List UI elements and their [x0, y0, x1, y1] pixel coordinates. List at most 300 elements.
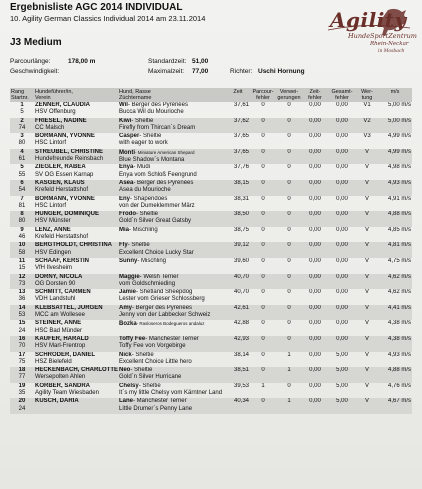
dog-name: Bozka	[119, 321, 137, 328]
rank: 14	[18, 304, 26, 311]
club-name: Wersepolten Ahlen	[35, 374, 86, 381]
dog-cell	[118, 274, 226, 290]
table-row	[10, 352, 412, 368]
time-cell: 40,70	[233, 289, 249, 296]
dog-name: Maggie	[119, 273, 140, 280]
col-time-faults: Zeit-fehler	[302, 88, 328, 102]
club-name: HSC Lintorf	[35, 202, 67, 209]
speed-cell: 4,98 m/s	[387, 164, 411, 171]
kennel-name: Asea du Mourioche	[119, 187, 171, 194]
total-faults-cell: 0,00	[336, 117, 348, 124]
handler-cell	[34, 242, 118, 258]
time-cell: 40,34	[233, 398, 249, 405]
rating-cell: V	[364, 398, 369, 405]
course-faults-cell: 0	[261, 148, 265, 155]
start-number: 58	[18, 249, 26, 256]
rating-cell: V	[364, 242, 369, 249]
rank-cell	[10, 118, 34, 134]
table-row	[10, 274, 412, 290]
total-faults-cell: 0,00	[336, 211, 348, 218]
rank: 19	[18, 382, 26, 389]
time-faults-cell: 0,00	[309, 102, 321, 108]
dog-cell	[118, 289, 226, 305]
time-cell: 39,60	[233, 257, 249, 264]
time-cell: 38,15	[233, 179, 249, 186]
speed-cell: 4,67 m/s	[387, 398, 411, 405]
time-cell: 38,51	[233, 367, 249, 374]
handler-name: BORMANN, YVONNE	[35, 195, 95, 202]
refusals-cell: 1	[287, 398, 291, 405]
time-faults-cell: 0,00	[309, 133, 321, 140]
col-handler: Hundeführer/in, Verein	[34, 88, 118, 102]
dog-name: Nick	[119, 351, 132, 358]
time-faults-cell: 0,00	[309, 273, 321, 280]
handler-cell	[34, 118, 118, 134]
rating-cell: V	[364, 382, 369, 389]
rating-cell: V	[364, 211, 369, 218]
rating-cell: V1	[363, 102, 371, 108]
rank: 9	[20, 226, 24, 233]
table-row	[10, 398, 412, 414]
speed-cell: 4,88 m/s	[387, 367, 411, 374]
handler-name: SCHMITT, CARMEN	[35, 289, 91, 296]
speed-cell: 4,62 m/s	[387, 289, 411, 296]
rank: 10	[18, 242, 26, 249]
dog-name: Eny	[119, 195, 131, 202]
time-faults-cell: 0,00	[309, 164, 321, 171]
course-faults-cell: 0	[261, 164, 265, 171]
start-number: 77	[18, 374, 26, 381]
dog-cell	[118, 367, 226, 383]
handler-name: LENZ, ANNE	[35, 226, 71, 233]
table-row	[10, 367, 412, 383]
kennel-name: Gold´n Silver Great Gatsby	[119, 218, 192, 225]
club-name: MCC am Wollesee	[35, 312, 85, 319]
club-name: HSZ Bielefeld	[35, 358, 72, 365]
refusals-cell: 0	[287, 242, 291, 249]
refusals-cell: 0	[287, 195, 291, 202]
speed-cell: 4,91 m/s	[387, 195, 411, 202]
course-faults-cell: 0	[261, 226, 265, 233]
total-faults-cell: 0,00	[336, 320, 348, 327]
club-name: Hundefreunde Reinsbach	[35, 156, 104, 163]
club-name: Agility Team Wiesbaden	[35, 389, 99, 396]
handler-name: ZENNER, CLAUDIA	[35, 102, 90, 108]
rating-cell: V2	[363, 117, 371, 124]
table-row	[10, 289, 412, 305]
dog-name: Enya	[119, 164, 134, 171]
dog-cell	[118, 102, 226, 118]
start-number: 15	[18, 265, 26, 272]
rank: 20	[18, 398, 26, 405]
rank: 18	[18, 367, 26, 374]
rating-cell: V	[364, 304, 369, 311]
rank-cell	[10, 211, 34, 227]
rank: 4	[20, 148, 24, 155]
dog-breed: - Manchester Terrier	[133, 398, 187, 405]
logo-line-1: HundeSportZentrum	[348, 32, 417, 40]
course-faults-cell: 0	[261, 242, 265, 249]
club-name: VDH Landstuhl	[35, 296, 76, 303]
table-row	[10, 242, 412, 258]
handler-cell	[34, 258, 118, 274]
club-name: Krefeld Herstattshof	[35, 187, 89, 194]
rank-cell	[10, 352, 34, 368]
rank-cell	[10, 196, 34, 212]
dog-name: Fly	[119, 242, 128, 249]
logo-wordmark: Agility	[330, 8, 407, 32]
rating-cell: V	[364, 195, 369, 202]
course-faults-cell: 0	[261, 117, 265, 124]
start-number: 80	[18, 218, 26, 225]
total-faults-cell: 0,00	[336, 179, 348, 186]
course-faults-cell: 0	[261, 273, 265, 280]
total-faults-cell: 0,00	[336, 242, 348, 249]
dog-breed: - Shapendoes	[130, 195, 168, 202]
agility-logo	[318, 4, 418, 66]
total-faults-cell: 0,00	[336, 289, 348, 296]
table-row	[10, 164, 412, 180]
kennel-name: von der Dumeklemmer März	[119, 202, 195, 209]
club-name: OG Dorsten 90	[35, 280, 76, 287]
kennel-name: Enya vom Schloß Feengrund	[119, 171, 197, 178]
course-faults-cell: 0	[261, 304, 265, 311]
table-row	[10, 227, 412, 243]
handler-name: STEINER, ANNE	[35, 320, 82, 327]
dog-breed: - Miniature American Shepard	[135, 149, 195, 155]
handler-name: DORNY, NICOLA	[35, 273, 83, 280]
handler-cell	[34, 149, 118, 165]
course-faults-cell: 0	[261, 211, 265, 218]
handler-cell	[34, 102, 118, 118]
dog-name: Frodo	[119, 211, 136, 218]
course-faults-cell: 0	[261, 335, 265, 342]
handler-cell	[34, 274, 118, 290]
club-name: Krefeld Herstattshof	[35, 234, 89, 241]
speed-cell: 5,00 m/s	[387, 117, 411, 124]
total-faults-cell: 0,00	[336, 133, 348, 140]
dog-breed: - Sheltie	[131, 351, 154, 358]
rank-cell	[10, 133, 34, 149]
handler-cell	[34, 383, 118, 399]
dog-breed: - Sheltie	[139, 133, 162, 140]
dog-breed: - Shetland Sheepdog	[136, 289, 193, 296]
dog-breed: - Manchester Terrier	[145, 335, 199, 342]
dog-name: Wil	[119, 102, 128, 108]
dog-name: Mia	[119, 226, 130, 233]
kennel-name: Excellent Choice Little hero	[119, 358, 192, 365]
rating-cell: V3	[363, 133, 371, 140]
time-faults-cell: 0,00	[309, 320, 321, 327]
total-faults-cell: 0,00	[336, 257, 348, 264]
table-header-row	[10, 88, 412, 102]
rank-cell	[10, 149, 34, 165]
judge-value: Uschi Hornung	[258, 68, 305, 75]
total-faults-cell: 0,00	[336, 195, 348, 202]
dog-breed: - Sheltie	[136, 211, 159, 218]
dog-cell	[118, 118, 226, 134]
dog-cell	[118, 149, 226, 165]
dog-name: Jamie	[119, 289, 137, 296]
dog-name: Casper	[119, 133, 140, 140]
table-row	[10, 102, 412, 118]
start-number: 46	[18, 234, 26, 241]
start-number: 55	[18, 171, 26, 178]
time-cell: 42,93	[233, 335, 249, 342]
kennel-name: Little Drumer´s Penny Lane	[119, 405, 193, 412]
time-cell: 37,65	[233, 148, 249, 155]
rank: 17	[18, 351, 26, 358]
dog-name: Sunny	[119, 257, 138, 264]
dog-name: Asea	[119, 179, 134, 186]
refusals-cell: 0	[287, 335, 291, 342]
refusals-cell: 0	[287, 211, 291, 218]
dog-cell	[118, 196, 226, 212]
dog-name: Amy	[119, 304, 133, 311]
max-time-label: Maximalzeit:	[148, 68, 185, 75]
course-faults-cell: 0	[261, 257, 265, 264]
dog-breed: - Rasloseros Bodegueros andaluz	[136, 321, 205, 327]
handler-name: BORMANN, YVONNE	[35, 133, 95, 140]
handler-name: KLEBSATTEL, JÜRGEN	[35, 304, 103, 311]
kennel-name: Lester vom Grieser Schlossberg	[119, 296, 205, 303]
refusals-cell: 0	[287, 304, 291, 311]
table-row	[10, 336, 412, 352]
rank: 13	[18, 289, 26, 296]
col-rank: Rang Startnr.	[10, 88, 34, 102]
total-faults-cell: 5,00	[336, 398, 348, 405]
results-table	[10, 88, 412, 414]
table-row	[10, 196, 412, 212]
time-faults-cell: 0,00	[309, 148, 321, 155]
refusals-cell: 0	[287, 289, 291, 296]
refusals-cell: 0	[287, 257, 291, 264]
speed-cell: 4,85 m/s	[387, 226, 411, 233]
time-cell: 37,65	[233, 133, 249, 140]
handler-cell	[34, 289, 118, 305]
dog-breed: - Sheltie	[131, 117, 154, 124]
start-number: 54	[18, 187, 26, 194]
time-faults-cell: 0,00	[309, 351, 321, 358]
col-refusals: Verwei-gerungen	[277, 89, 301, 101]
refusals-cell: 0	[287, 382, 291, 389]
dog-name: Chelsy	[119, 382, 139, 389]
time-cell: 42,88	[233, 320, 249, 327]
start-number: 24	[18, 405, 26, 412]
dog-breed: - Berger des Pyrénées	[132, 304, 193, 311]
handler-name: SCHAAF, KERSTIN	[35, 257, 90, 264]
start-number: 5	[20, 109, 24, 116]
table-row	[10, 180, 412, 196]
rank-cell	[10, 289, 34, 305]
club-name: HSV Münster	[35, 218, 71, 225]
rank: 3	[20, 133, 24, 140]
handler-name: BERGTHOLDT, CHRISTINA	[35, 242, 112, 249]
rank: 11	[18, 257, 26, 264]
start-number: 36	[18, 296, 26, 303]
rating-cell: V	[364, 257, 369, 264]
total-faults-cell: 0,00	[336, 304, 348, 311]
table-row	[10, 211, 412, 227]
time-faults-cell: 0,00	[309, 304, 321, 311]
club-name: HSC Lintorf	[35, 140, 67, 147]
rank-cell	[10, 320, 34, 336]
time-cell: 40,70	[233, 273, 249, 280]
handler-name: KÖRBER, SANDRA	[35, 382, 91, 389]
speed-cell: 4,99 m/s	[387, 133, 411, 140]
handler-name: STREUBEL, CHRISTINE	[35, 148, 104, 155]
col-time: Zeit	[226, 88, 250, 102]
handler-cell	[34, 196, 118, 212]
time-faults-cell: 0,00	[309, 398, 321, 405]
rank: 6	[20, 179, 24, 186]
rating-cell: V	[364, 335, 369, 342]
rank-cell	[10, 336, 34, 352]
rank-cell	[10, 164, 34, 180]
rank-cell	[10, 274, 34, 290]
dog-name: Kiwi	[119, 117, 132, 124]
start-number: 24	[18, 327, 26, 334]
refusals-cell: 0	[287, 320, 291, 327]
club-name: HSV Edingen	[35, 249, 72, 256]
handler-name: HUNGER, DOMINIQUE	[35, 211, 100, 218]
rank: 5	[20, 164, 24, 171]
rank: 7	[20, 195, 24, 202]
rank-cell	[10, 305, 34, 321]
course-length-label: Parcourlänge:	[10, 58, 51, 65]
table-row	[10, 133, 412, 149]
time-cell: 37,61	[233, 102, 249, 108]
total-faults-cell: 5,00	[336, 351, 348, 358]
handler-name: HECKENBACH, CHARLOTTE	[35, 367, 118, 374]
total-faults-cell: 5,00	[336, 382, 348, 389]
dog-cell	[118, 164, 226, 180]
rating-cell: V	[364, 320, 369, 327]
time-faults-cell: 0,00	[309, 335, 321, 342]
dog-cell	[118, 305, 226, 321]
refusals-cell: 0	[287, 273, 291, 280]
handler-cell	[34, 320, 118, 336]
class-title: J3 Medium	[10, 37, 62, 48]
speed-cell: 4,81 m/s	[387, 242, 411, 249]
handler-name: KUSCH, DARIA	[35, 398, 79, 405]
handler-name: KÄSGEN, KLAUS	[35, 179, 85, 186]
speed-cell: 4,76 m/s	[387, 382, 411, 389]
refusals-cell: 0	[287, 164, 291, 171]
standard-time-label: Standardzeit:	[148, 58, 187, 65]
speed-cell: 4,93 m/s	[387, 351, 411, 358]
handler-name: FRIESEL, NADINE	[35, 117, 87, 124]
start-number: 73	[18, 280, 26, 287]
time-faults-cell: 0,00	[309, 195, 321, 202]
kennel-name: Firefly from Thircan´s Dream	[119, 124, 196, 131]
dog-cell	[118, 352, 226, 368]
total-faults-cell: 0,00	[336, 148, 348, 155]
dog-cell	[118, 258, 226, 274]
col-course-faults: Parcour-fehler	[250, 88, 276, 102]
course-faults-cell: 0	[261, 398, 265, 405]
time-cell: 37,62	[233, 117, 249, 124]
start-number: 81	[18, 202, 26, 209]
rank: 12	[18, 273, 26, 280]
time-faults-cell: 0,00	[309, 226, 321, 233]
rank-cell	[10, 227, 34, 243]
rank-cell	[10, 180, 34, 196]
course-faults-cell: 0	[261, 289, 265, 296]
course-faults-cell: 0	[261, 367, 265, 374]
dog-breed: - Mudi	[133, 164, 151, 171]
rank: 2	[20, 117, 24, 124]
course-faults-cell: 1	[261, 382, 265, 389]
start-number: 80	[18, 140, 26, 147]
handler-name: SCHRÖDER, DANIEL	[35, 351, 96, 358]
club-name: HSV Offenburg	[35, 109, 76, 116]
time-cell: 39,12	[233, 242, 249, 249]
col-speed: m/s	[378, 88, 412, 102]
dog-cell	[118, 180, 226, 196]
dog-breed: - Sheltie	[130, 367, 153, 374]
start-number: 70	[18, 343, 26, 350]
refusals-cell: 0	[287, 179, 291, 186]
time-cell: 38,14	[233, 351, 249, 358]
table-row	[10, 305, 412, 321]
rating-cell: V	[364, 367, 369, 374]
page-title: Ergebnisliste AGC 2014 INDIVIDUAL	[10, 2, 183, 13]
refusals-cell: 1	[287, 367, 291, 374]
handler-name: ZIEGLER, RABEA	[35, 164, 86, 171]
start-number: 75	[18, 358, 26, 365]
handler-cell	[34, 336, 118, 352]
handler-cell	[34, 367, 118, 383]
club-name: HSC Bad Münder	[35, 327, 83, 334]
logo-line-3: in Mosbach	[378, 49, 405, 54]
time-cell: 42,61	[233, 304, 249, 311]
rating-cell: V	[364, 179, 369, 186]
judge-label: Richter:	[230, 68, 253, 75]
rank: 16	[18, 335, 26, 342]
speed-cell: 4,93 m/s	[387, 179, 411, 186]
dog-cell	[118, 242, 226, 258]
handler-cell	[34, 352, 118, 368]
dog-breed: - Sheltie	[138, 382, 161, 389]
rating-cell: V	[364, 351, 369, 358]
rank-cell	[10, 383, 34, 399]
time-cell: 38,75	[233, 226, 249, 233]
time-cell: 38,50	[233, 211, 249, 218]
rank-cell	[10, 102, 34, 118]
course-faults-cell: 0	[261, 320, 265, 327]
speed-label: Geschwindigkeit:	[10, 68, 60, 75]
rating-cell: V	[364, 226, 369, 233]
time-faults-cell: 0,00	[309, 289, 321, 296]
time-faults-cell: 0,00	[309, 117, 321, 124]
page-subtitle: 10. Agility German Classics Individual 2014 am 23.11.2014	[10, 14, 206, 23]
rank: 15	[18, 320, 26, 327]
dog-name: Toffy Fee	[119, 335, 146, 342]
kennel-name: Bucca Wil du Mourioche	[119, 109, 184, 116]
kennel-name: Jenny von der Labbecker Schweiz	[119, 312, 211, 319]
rating-cell: V	[364, 273, 369, 280]
refusals-cell: 0	[287, 133, 291, 140]
start-number: 61	[18, 156, 26, 163]
dog-breed: - Berger des Pyrénées	[127, 102, 188, 108]
time-faults-cell: 0,00	[309, 211, 321, 218]
dog-cell	[118, 227, 226, 243]
refusals-cell: 0	[287, 226, 291, 233]
dog-breed: - Mischling	[137, 257, 167, 264]
rank-cell	[10, 242, 34, 258]
time-cell: 37,76	[233, 164, 249, 171]
